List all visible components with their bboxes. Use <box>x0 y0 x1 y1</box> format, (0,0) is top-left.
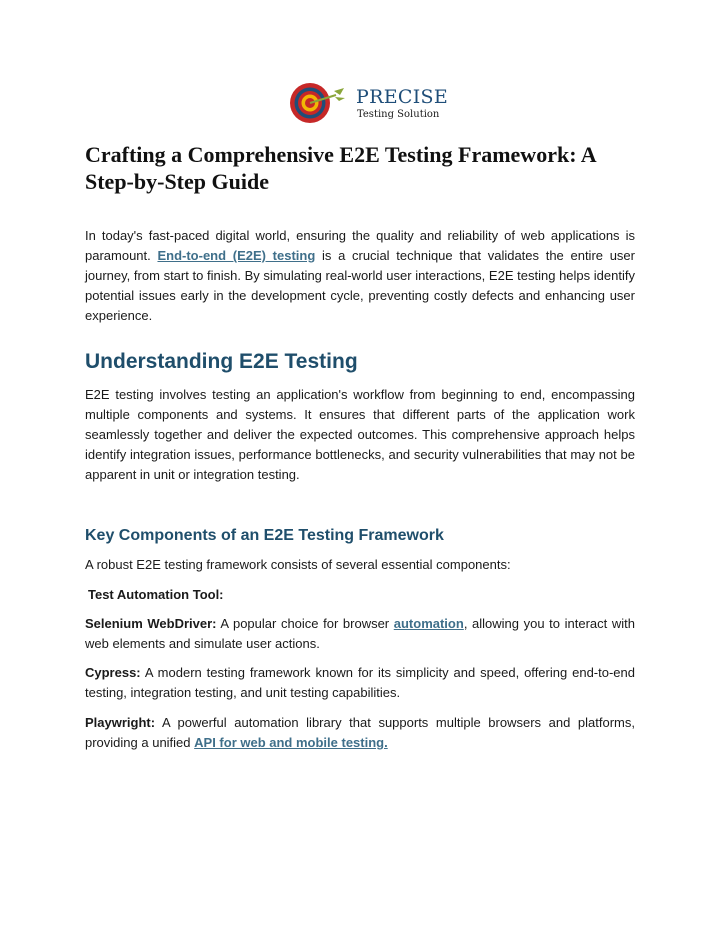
page-title: Crafting a Comprehensive E2E Testing Framework: A Step-by-Step Guide <box>85 142 596 194</box>
cypress-label: Cypress: <box>85 665 141 680</box>
selenium-text-after: , allowing you to interact with web elements and simulate user actions. <box>85 616 635 651</box>
intro-text-before: In today's fast-paced digital world, ensuring the quality and reliability of web applications is paramount. <box>85 228 635 263</box>
intro-text-after: is a crucial technique that validates the entire user journey, from start to finish. By simulating real-world user interactions, E2E testing helps identify potential issues early in the development cycle, preventing costly defects and enhancing user experience. <box>85 248 635 323</box>
target-logo-icon <box>288 82 356 132</box>
cypress-text: A modern testing framework known for its simplicity and speed, offering end-to-end testing, integration testing, and unit testing capabilities. <box>85 665 635 700</box>
selenium-label: Selenium WebDriver: <box>85 616 217 631</box>
company-logo <box>288 82 448 132</box>
key-components-intro: A robust E2E testing framework consists of several essential components: <box>85 557 511 572</box>
logo-tagline: Testing Solution <box>357 109 440 120</box>
cypress-item <box>85 663 635 703</box>
playwright-label: Playwright: <box>85 715 156 730</box>
section-heading-key-components: Key Components of an E2E Testing Framework <box>85 527 444 544</box>
selenium-item <box>85 614 635 654</box>
test-automation-tool-subheading: Test Automation Tool: <box>88 587 224 602</box>
section-heading-understanding: Understanding E2E Testing <box>85 350 358 373</box>
intro-paragraph <box>85 226 635 326</box>
understanding-paragraph: E2E testing involves testing an application's workflow from beginning to end, encompassing multiple components and systems. It ensures that different parts of the application work seamlessly together and deliver the expected outcomes. This comprehensive approach helps identify integration issues, performance bottlenecks, and security vulnerabilities that may not be apparent in unit or integration testing. <box>85 387 635 482</box>
playwright-text-before: A powerful automation library that supports multiple browsers and platforms, providing a unified <box>85 715 635 750</box>
playwright-item <box>85 713 635 753</box>
selenium-text-before: A popular choice for browser <box>216 616 394 631</box>
logo-name: PRECISE <box>356 86 448 108</box>
api-testing-link[interactable]: API for web and mobile testing. <box>194 735 388 750</box>
e2e-testing-link[interactable]: End-to-end (E2E) testing <box>157 248 316 263</box>
automation-link[interactable]: automation <box>393 616 464 631</box>
